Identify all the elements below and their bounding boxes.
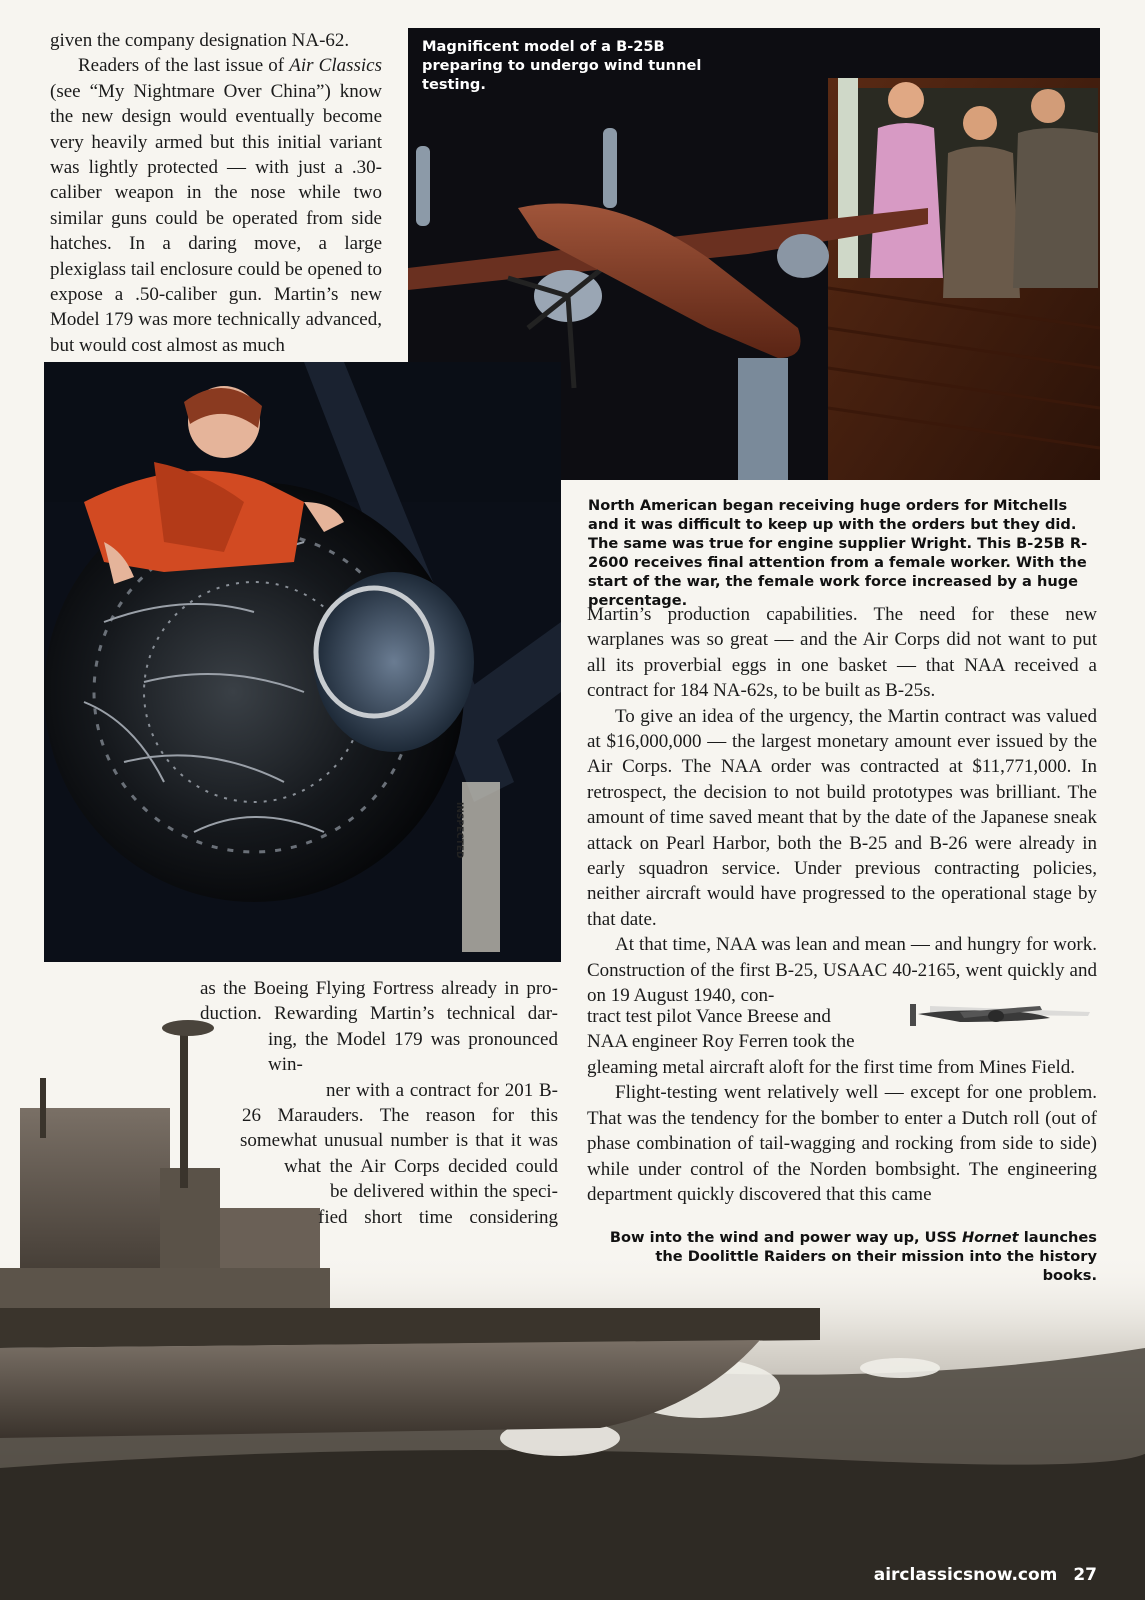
col1-cont-line-4: ner with a contract for 201 B-: [326, 1079, 558, 1101]
column-2-text: [587, 602, 1097, 1009]
magazine-title: Air Classics: [289, 55, 383, 77]
paragraph-2-body: (see “My Nightmare Over China”) know the new design would eventually become very heavily armed but this initial variant was lightly protected — with just a .30-caliber weapon in the nose while two similar guns could be operated from side hatches. In a daring move, a large plexiglass tail enclosure could be opened to expose a .50-caliber gun. Martin’s new Model 179 was more technically advanced, but would cost almost as much: [50, 80, 382, 356]
page-footer: [760, 1565, 1097, 1585]
col1-cont-line-7: what the Air Corps decided could: [284, 1155, 558, 1177]
engine-inspected-stamp: INSPECTED: [454, 802, 464, 859]
col1-cont-line-6: somewhat unusual number is that it was: [240, 1130, 558, 1152]
paragraph-2-intro: Readers of the last issue of: [78, 55, 290, 77]
hornet-caption-rest: launches the Doolittle Raiders on their mission into the history books.: [655, 1229, 1097, 1284]
engine-caption: North American began receiving huge orders for Mitchells and it was difficult to keep up with the orders but they did. The same was true for engine supplier Wright. This B-25B R-2600 receives final attention from a female worker. With the start of the war, the female work force increased by a huge percentage.: [588, 497, 1088, 609]
hornet-caption-intro: Bow into the wind and power way up, USS: [609, 1229, 962, 1246]
col1-cont-line-1: as the Boeing Flying Fortress already in pro-: [200, 978, 558, 999]
col1-cont-line-2: duction. Rewarding Martin’s technical dar-: [200, 1003, 558, 1025]
engine-worker-photo: [44, 362, 561, 962]
wind-tunnel-caption: Magnificent model of a B-25B preparing to undergo wind tunnel testing.: [422, 38, 702, 93]
col1-cont-line-3: ing, the Model 179 was pronounced win-: [268, 1028, 558, 1076]
column-2-paragraph-2: To give an idea of the urgency, the Martin contract was valued at $16,000,000 — the largest monetary amount ever issued by the Air Corps. The NAA order was contracted at $11,771,000. In retrospect, the decision to not build prototypes was brilliant. The amount of time saved meant that by the date of the Japanese sneak attack on Pearl Harbor, both the B-25 and B-26 were already in early squadron service. Under previous contracting policies, neither aircraft would have progressed to the operational stage by that date.: [587, 705, 1097, 930]
column-1-continued: [200, 976, 558, 1230]
ship-name: Hornet: [961, 1229, 1019, 1246]
column-1-text: [50, 28, 382, 358]
hornet-caption: [600, 1228, 1097, 1285]
column-1-paragraph-1: given the company designation NA-62.: [50, 30, 350, 51]
column-2-paragraph-1: Martin’s production capabilities. The need for these new warplanes was so great — and the Air Corps did not want to put all its proverbial eggs in one basket — that NAA received a contract for 184 NA-62s, to be built as B-25s.: [587, 604, 1097, 702]
col1-cont-line-5: 26 Marauders. The reason for this: [242, 1105, 558, 1127]
column-1-paragraph-2: [50, 53, 382, 358]
page-number: 27: [1073, 1565, 1097, 1585]
col1-cont-line-8: be delivered within the speci-: [330, 1181, 558, 1203]
column-2-paragraph-3a: At that time, NAA was lean and mean — and hungry for work.: [615, 934, 1097, 956]
site-url: airclassicsnow.com: [873, 1565, 1058, 1585]
col1-cont-line-9: fied short time considering: [318, 1206, 558, 1228]
